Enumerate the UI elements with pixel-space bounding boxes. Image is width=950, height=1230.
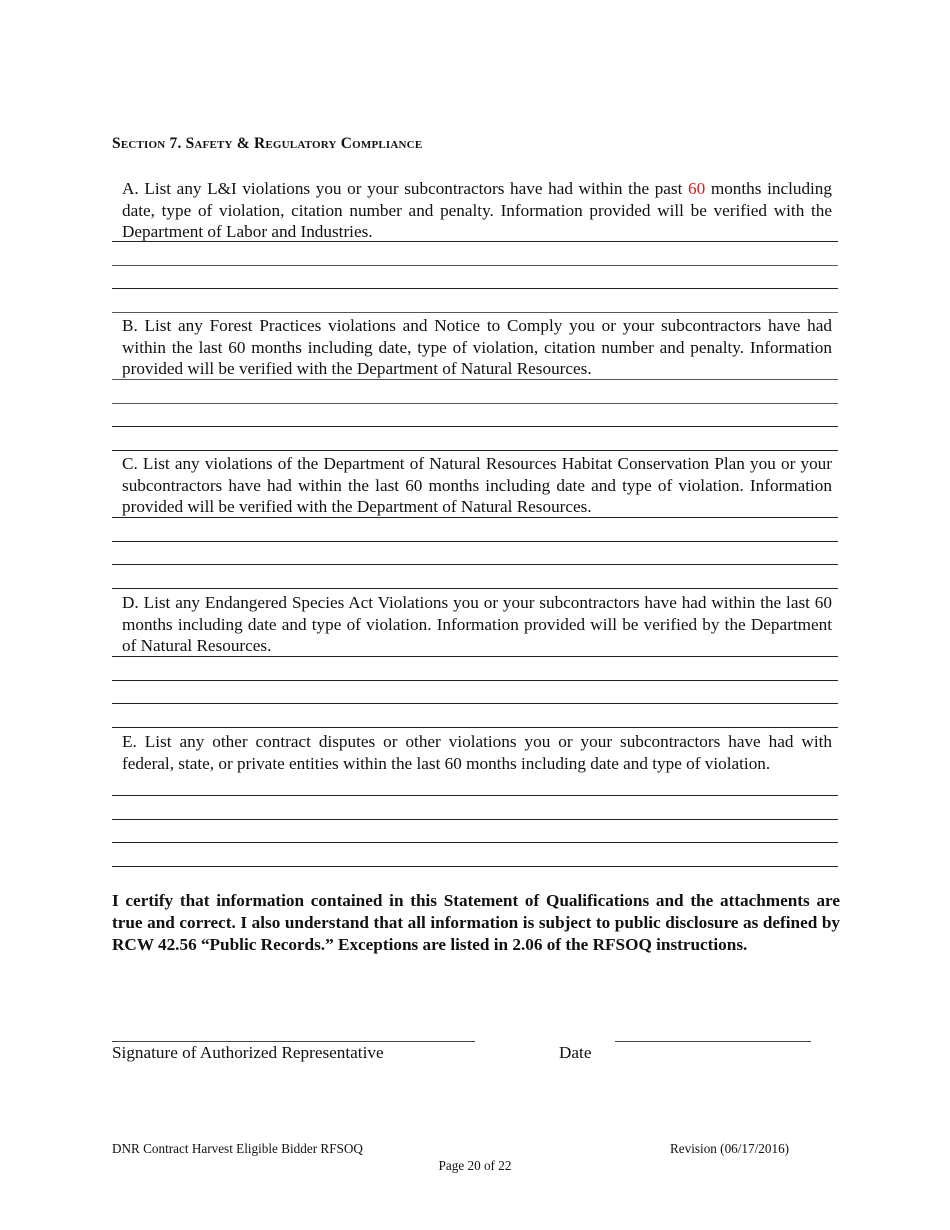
question-e bbox=[112, 731, 838, 867]
question-e-text: E. List any other contract disputes or other violations you or your subcontractors have had with federal, state, or private entities within the last 60 months including date and type of violation. bbox=[112, 731, 838, 796]
question-d bbox=[112, 592, 838, 728]
footer-page-number: Page 20 of 22 bbox=[438, 1158, 512, 1173]
answer-line[interactable] bbox=[112, 266, 838, 290]
answer-line[interactable] bbox=[112, 518, 838, 542]
date-label: Date bbox=[559, 1043, 592, 1062]
question-b bbox=[112, 315, 838, 451]
answer-line[interactable] bbox=[112, 404, 838, 428]
answer-line[interactable] bbox=[112, 427, 838, 451]
question-a-text-before: A. List any L&I violations you or your subcontractors have had within the past bbox=[122, 179, 689, 198]
answer-line[interactable] bbox=[112, 657, 838, 681]
date-line[interactable] bbox=[615, 1041, 811, 1042]
answer-line[interactable] bbox=[112, 542, 838, 566]
answer-line[interactable] bbox=[112, 380, 838, 404]
question-a-text-after: months including date, type of violation, citation number and penalty. Information provided will be verified with the Department of Labor and Industries. bbox=[122, 179, 832, 241]
footer-document-title: DNR Contract Harvest Eligible Bidder RFSOQ bbox=[112, 1141, 363, 1156]
answer-line[interactable] bbox=[112, 242, 838, 266]
question-c-text: C. List any violations of the Department of Natural Resources Habitat Conservation Plan you or your subcontractors have had within the last 60 months including date and type of violation. Information provided will be verified with the Department of Natural Resources. bbox=[112, 453, 838, 518]
question-d-text: D. List any Endangered Species Act Violations you or your subcontractors have had within the last 60 months including date and type of violation. Information provided will be verified by the Department of Natural Resources. bbox=[112, 592, 838, 657]
answer-line[interactable] bbox=[112, 289, 838, 313]
answer-line[interactable] bbox=[112, 820, 838, 844]
question-c bbox=[112, 453, 838, 589]
answer-line[interactable] bbox=[112, 681, 838, 705]
answer-line[interactable] bbox=[112, 704, 838, 728]
signature-label: Signature of Authorized Representative bbox=[112, 1043, 384, 1062]
answer-line[interactable] bbox=[112, 565, 838, 589]
question-b-text: B. List any Forest Practices violations and Notice to Comply you or your subcontractors have had within the last 60 months including date, type of violation, citation number and penalty. Information provided will be verified with the Department of Natural Resources. bbox=[112, 315, 838, 380]
question-a bbox=[112, 178, 838, 313]
answer-line[interactable] bbox=[112, 843, 838, 867]
question-a-highlight: 60 bbox=[688, 179, 706, 198]
question-a-text bbox=[112, 178, 838, 242]
footer-revision: Revision (06/17/2016) bbox=[670, 1141, 790, 1156]
certification-statement: I certify that information contained in this Statement of Qualifications and the attachments are true and correct. I also understand that all information is subject to public disclosure as defined by RCW 42.56 “Public Records.” Exceptions are listed in 2.06 of the RFSOQ instructions. bbox=[112, 891, 840, 954]
answer-line[interactable] bbox=[112, 796, 838, 820]
signature-line[interactable] bbox=[112, 1041, 475, 1042]
section-heading: Section 7. Safety & Regulatory Compliance bbox=[112, 135, 423, 152]
